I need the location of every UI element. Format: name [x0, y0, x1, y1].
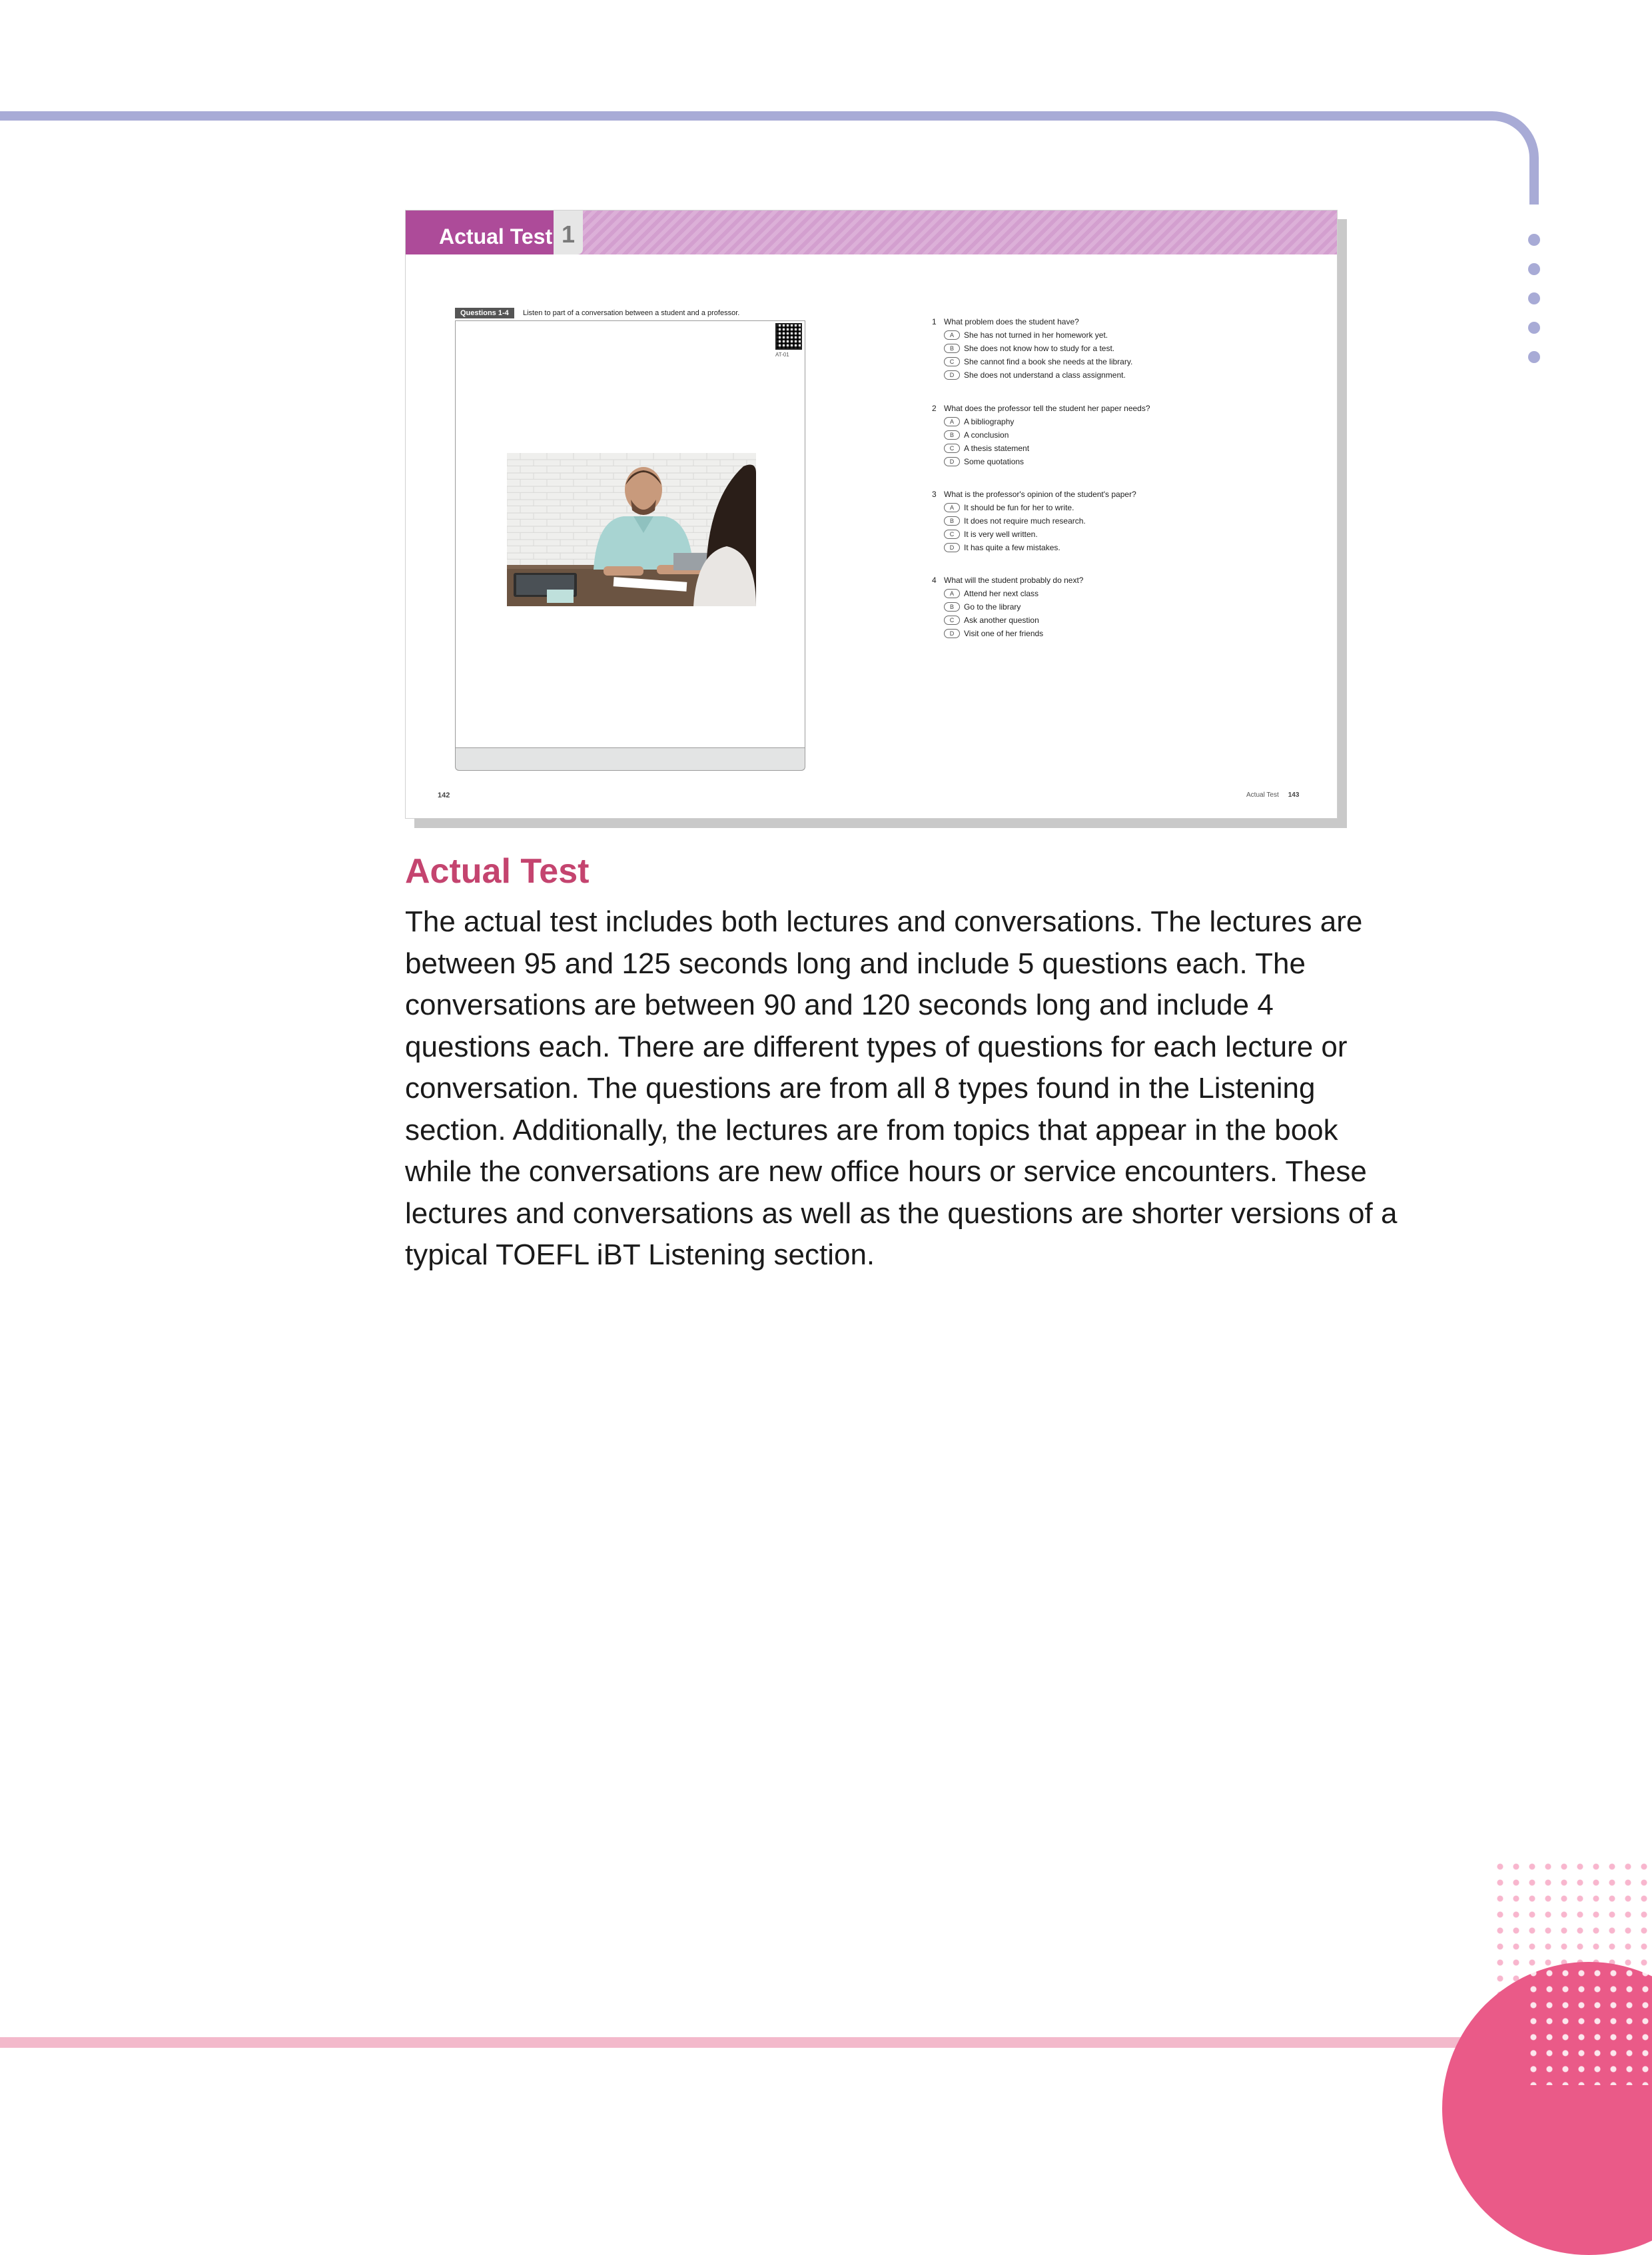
halftone-dot-pattern-overlay: [1525, 1965, 1652, 2085]
answer-option[interactable]: [932, 627, 1305, 640]
banner-title: Actual Test: [406, 211, 554, 254]
answer-option[interactable]: [932, 328, 1305, 342]
audio-track-code: AT-01: [775, 352, 789, 358]
option-letter: C: [944, 616, 960, 625]
option-letter: B: [944, 430, 960, 440]
bottom-border-line: [0, 2037, 1479, 2048]
option-letter: A: [944, 417, 960, 426]
option-letter: A: [944, 503, 960, 512]
option-text: She does not know how to study for a test.: [964, 344, 1115, 353]
section-body: The actual test includes both lectures and conversations. The lectures are between 95 and 125 seconds long and include 5 questions each. The conversations are between 90 and 120 seconds long and include 4 questions each. There are different types of questions for each lecture or conversation. The questions are from all 8 types found in the Listening section. Additionally, the lectures are from topics that appear in the book while the conversations are new office hours or service encounters. These lectures and conversations as well as the questions are shorter versions of a typical TOEFL iBT Listening section.: [405, 905, 1398, 1271]
banner-number: 1: [554, 211, 583, 254]
option-text: A bibliography: [964, 417, 1015, 426]
audio-progress-bar: [455, 748, 805, 771]
top-border-curve: [1446, 111, 1539, 205]
answer-option[interactable]: [932, 587, 1305, 600]
option-text: It does not require much research.: [964, 516, 1086, 526]
decorative-dot: [1528, 234, 1540, 246]
option-letter: B: [944, 516, 960, 526]
option-text: Visit one of her friends: [964, 629, 1044, 638]
option-letter: D: [944, 629, 960, 638]
option-letter: A: [944, 589, 960, 598]
option-letter: B: [944, 602, 960, 612]
option-text: It has quite a few mistakes.: [964, 543, 1060, 552]
decorative-dot: [1528, 292, 1540, 304]
questions-badge: Questions 1-4: [455, 308, 514, 318]
option-text: She does not understand a class assignment.: [964, 370, 1126, 380]
option-letter: C: [944, 357, 960, 366]
conversation-photo: [507, 453, 756, 606]
answer-option[interactable]: [932, 368, 1305, 382]
option-letter: B: [944, 344, 960, 353]
option-text: She cannot find a book she needs at the library.: [964, 357, 1133, 366]
question-text: What problem does the student have?: [944, 317, 1079, 326]
option-text: It is very well written.: [964, 530, 1038, 539]
option-text: Ask another question: [964, 616, 1039, 625]
option-text: A thesis statement: [964, 444, 1030, 453]
question-number: 1: [932, 317, 937, 326]
question-text: What will the student probably do next?: [944, 576, 1084, 585]
qr-code-icon: [775, 323, 802, 350]
answer-option[interactable]: [932, 415, 1305, 428]
option-text: She has not turned in her homework yet.: [964, 330, 1108, 340]
answer-option[interactable]: [932, 428, 1305, 442]
question-1: [932, 315, 1305, 382]
decorative-dot: [1528, 351, 1540, 363]
top-border-line: [0, 111, 1479, 121]
option-text: Attend her next class: [964, 589, 1039, 598]
option-text: Go to the library: [964, 602, 1021, 612]
page-footer-right: [1246, 791, 1299, 799]
option-letter: A: [944, 330, 960, 340]
option-text: A conclusion: [964, 430, 1009, 440]
answer-option[interactable]: [932, 541, 1305, 554]
option-letter: D: [944, 370, 960, 380]
answer-option[interactable]: [932, 355, 1305, 368]
answer-option[interactable]: [932, 528, 1305, 541]
answer-option[interactable]: [932, 614, 1305, 627]
answer-option[interactable]: [932, 342, 1305, 355]
page-number-left: 142: [438, 791, 450, 799]
option-text: It should be fun for her to write.: [964, 503, 1074, 512]
option-text: Some quotations: [964, 457, 1025, 466]
answer-option[interactable]: [932, 514, 1305, 528]
option-letter: C: [944, 530, 960, 539]
page-number-right: 143: [1288, 791, 1300, 799]
option-letter: D: [944, 457, 960, 466]
question-text: What is the professor's opinion of the student's paper?: [944, 490, 1136, 499]
book-spread-preview: [405, 210, 1338, 819]
listening-instruction: Listen to part of a conversation between a student and a professor.: [523, 309, 740, 317]
answer-option[interactable]: [932, 455, 1305, 468]
answer-option[interactable]: [932, 442, 1305, 455]
question-2: [932, 402, 1305, 468]
question-3: [932, 488, 1305, 554]
question-number: 4: [932, 576, 937, 585]
decorative-dot: [1528, 263, 1540, 275]
decorative-dot: [1528, 322, 1540, 334]
section-heading: Actual Test: [405, 852, 590, 891]
running-footer: Actual Test: [1246, 791, 1279, 799]
question-number: 3: [932, 490, 937, 499]
question-text: What does the professor tell the student her paper needs?: [944, 404, 1150, 413]
question-4: [932, 574, 1305, 640]
answer-option[interactable]: [932, 501, 1305, 514]
option-letter: D: [944, 543, 960, 552]
answer-option[interactable]: [932, 600, 1305, 614]
option-letter: C: [944, 444, 960, 453]
question-number: 2: [932, 404, 937, 413]
